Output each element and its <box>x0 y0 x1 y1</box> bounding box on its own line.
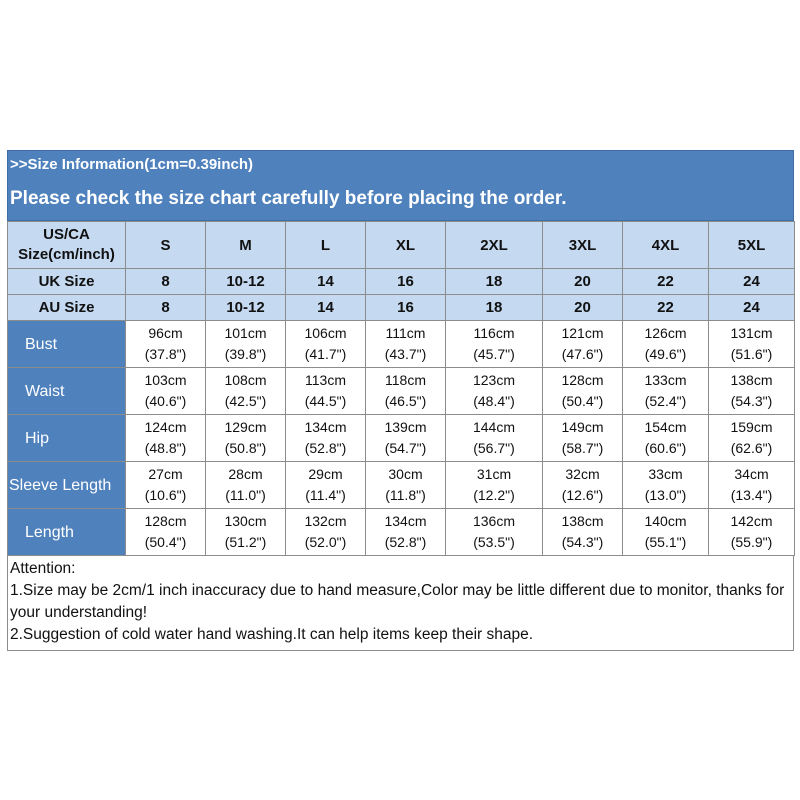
inch-value: (52.8") <box>384 534 427 550</box>
inch-value: (44.5") <box>304 393 347 409</box>
hip-row <box>8 415 795 462</box>
sleeve-length-2xl-cell <box>446 462 543 509</box>
sleeve-length-3xl-cell <box>543 462 623 509</box>
attention-note-2: 2.Suggestion of cold water hand washing.It can help items keep their shape. <box>10 626 534 643</box>
cm-value: 132cm <box>304 513 347 529</box>
inch-value: (51.2") <box>224 534 267 550</box>
cm-value: 149cm <box>561 419 604 435</box>
cm-value: 154cm <box>644 419 687 435</box>
inch-value: (50.4") <box>561 393 604 409</box>
cm-value: 142cm <box>730 513 773 529</box>
cm-value: 128cm <box>561 372 604 388</box>
bust-xl-cell <box>366 321 446 368</box>
attention-notes <box>7 556 794 651</box>
inch-value: (39.8") <box>224 346 267 362</box>
cm-value: 138cm <box>730 372 773 388</box>
size-col-3xl: 3XL <box>543 222 623 269</box>
inch-value: (12.6") <box>561 487 604 503</box>
au-size-5xl: 24 <box>709 295 795 321</box>
cm-value: 96cm <box>148 325 183 341</box>
inch-value: (51.6") <box>730 346 773 362</box>
cm-value: 27cm <box>148 466 183 482</box>
cm-value: 133cm <box>644 372 687 388</box>
cm-value: 111cm <box>385 325 426 341</box>
us-label-line2: Size(cm/inch) <box>18 246 115 263</box>
inch-value: (54.3") <box>561 534 604 550</box>
inch-value: (52.4") <box>644 393 687 409</box>
length-label: Length <box>8 509 126 556</box>
inch-value: (13.0") <box>644 487 687 503</box>
cm-value: 113cm <box>305 372 346 388</box>
length-m-cell <box>206 509 286 556</box>
inch-value: (40.6") <box>144 393 187 409</box>
cm-value: 32cm <box>565 466 600 482</box>
au-size-row <box>8 295 795 321</box>
cm-value: 116cm <box>473 325 515 341</box>
sleeve-length-row <box>8 462 795 509</box>
inch-value: (13.4") <box>730 487 773 503</box>
hip-m-cell <box>206 415 286 462</box>
cm-value: 30cm <box>388 466 423 482</box>
uk-size-row <box>8 269 795 295</box>
inch-value: (47.6") <box>561 346 604 362</box>
inch-value: (53.5") <box>473 534 515 550</box>
size-table-body <box>8 222 795 556</box>
waist-4xl-cell <box>623 368 709 415</box>
cm-value: 106cm <box>304 325 347 341</box>
inch-value: (54.7") <box>384 440 427 456</box>
sleeve-length-label: Sleeve Length <box>8 462 126 509</box>
inch-value: (58.7") <box>561 440 604 456</box>
inch-value: (48.8") <box>144 440 187 456</box>
au-size-m: 10-12 <box>206 295 286 321</box>
cm-value: 139cm <box>384 419 427 435</box>
hip-2xl-cell <box>446 415 543 462</box>
size-col-s: S <box>126 222 206 269</box>
bust-5xl-cell <box>709 321 795 368</box>
length-row <box>8 509 795 556</box>
inch-value: (52.8") <box>304 440 347 456</box>
waist-label: Waist <box>8 368 126 415</box>
cm-value: 101cm <box>224 325 267 341</box>
inch-value: (48.4") <box>473 393 515 409</box>
inch-value: (42.5") <box>224 393 267 409</box>
inch-value: (50.8") <box>224 440 267 456</box>
cm-value: 130cm <box>224 513 267 529</box>
uk-size-3xl: 20 <box>543 269 623 295</box>
length-3xl-cell <box>543 509 623 556</box>
sleeve-length-s-cell <box>126 462 206 509</box>
bust-s-cell <box>126 321 206 368</box>
cm-value: 134cm <box>304 419 347 435</box>
hip-3xl-cell <box>543 415 623 462</box>
cm-value: 138cm <box>561 513 604 529</box>
order-notice: Please check the size chart carefully before placing the order. <box>10 188 567 209</box>
hip-l-cell <box>286 415 366 462</box>
waist-3xl-cell <box>543 368 623 415</box>
cm-value: 128cm <box>144 513 187 529</box>
waist-l-cell <box>286 368 366 415</box>
length-xl-cell <box>366 509 446 556</box>
inch-value: (62.6") <box>730 440 773 456</box>
size-col-l: L <box>286 222 366 269</box>
uk-size-s: 8 <box>126 269 206 295</box>
cm-value: 34cm <box>734 466 769 482</box>
size-info-title: >>Size Information(1cm=0.39inch) <box>10 156 253 173</box>
us-size-row <box>8 222 795 269</box>
inch-value: (55.9") <box>730 534 773 550</box>
cm-value: 108cm <box>224 372 267 388</box>
sleeve-length-xl-cell <box>366 462 446 509</box>
cm-value: 29cm <box>308 466 343 482</box>
au-size-xl: 16 <box>366 295 446 321</box>
inch-value: (11.0") <box>225 487 266 503</box>
uk-size-label: UK Size <box>8 269 126 295</box>
bust-l-cell <box>286 321 366 368</box>
inch-value: (37.8") <box>144 346 187 362</box>
cm-value: 136cm <box>472 513 516 529</box>
cm-value: 33cm <box>648 466 683 482</box>
length-s-cell <box>126 509 206 556</box>
waist-xl-cell <box>366 368 446 415</box>
attention-note-1: 1.Size may be 2cm/1 inch inaccuracy due to hand measure,Color may be little different due to monitor, thanks for your understanding! <box>10 582 785 621</box>
uk-size-l: 14 <box>286 269 366 295</box>
inch-value: (60.6") <box>644 440 687 456</box>
inch-value: (54.3") <box>730 393 773 409</box>
hip-4xl-cell <box>623 415 709 462</box>
inch-value: (55.1") <box>644 534 687 550</box>
cm-value: 144cm <box>472 419 516 435</box>
au-size-l: 14 <box>286 295 366 321</box>
inch-value: (11.4") <box>305 487 346 503</box>
au-size-3xl: 20 <box>543 295 623 321</box>
inch-value: (52.0") <box>304 534 347 550</box>
bust-row <box>8 321 795 368</box>
hip-label: Hip <box>8 415 126 462</box>
au-size-4xl: 22 <box>623 295 709 321</box>
cm-value: 118cm <box>385 372 426 388</box>
cm-value: 103cm <box>144 372 187 388</box>
length-5xl-cell <box>709 509 795 556</box>
bust-3xl-cell <box>543 321 623 368</box>
cm-value: 140cm <box>644 513 687 529</box>
cm-value: 124cm <box>144 419 187 435</box>
cm-value: 131cm <box>730 325 773 341</box>
hip-5xl-cell <box>709 415 795 462</box>
size-col-2xl: 2XL <box>446 222 543 269</box>
uk-size-4xl: 22 <box>623 269 709 295</box>
uk-size-2xl: 18 <box>446 269 543 295</box>
inch-value: (45.7") <box>473 346 515 362</box>
inch-value: (56.7") <box>473 440 515 456</box>
attention-title: Attention: <box>10 560 76 577</box>
hip-s-cell <box>126 415 206 462</box>
length-4xl-cell <box>623 509 709 556</box>
sleeve-length-5xl-cell <box>709 462 795 509</box>
hip-xl-cell <box>366 415 446 462</box>
sleeve-length-m-cell <box>206 462 286 509</box>
waist-s-cell <box>126 368 206 415</box>
inch-value: (10.6") <box>144 487 187 503</box>
inch-value: (49.6") <box>644 346 687 362</box>
cm-value: 134cm <box>384 513 427 529</box>
inch-value: (43.7") <box>384 346 427 362</box>
cm-value: 28cm <box>228 466 263 482</box>
size-col-xl: XL <box>366 222 446 269</box>
cm-value: 121cm <box>561 325 604 341</box>
waist-m-cell <box>206 368 286 415</box>
cm-value: 129cm <box>224 419 267 435</box>
cm-value: 123cm <box>472 372 516 388</box>
inch-value: (46.5") <box>384 393 427 409</box>
waist-5xl-cell <box>709 368 795 415</box>
cm-value: 126cm <box>644 325 687 341</box>
inch-value: (12.2") <box>473 487 515 503</box>
inch-value: (50.4") <box>144 534 187 550</box>
au-size-s: 8 <box>126 295 206 321</box>
size-col-5xl: 5XL <box>709 222 795 269</box>
bust-4xl-cell <box>623 321 709 368</box>
size-info-banner <box>7 150 794 221</box>
length-2xl-cell <box>446 509 543 556</box>
size-col-m: M <box>206 222 286 269</box>
size-chart <box>7 150 794 651</box>
size-col-4xl: 4XL <box>623 222 709 269</box>
inch-value: (11.8") <box>385 487 426 503</box>
uk-size-5xl: 24 <box>709 269 795 295</box>
au-size-label: AU Size <box>8 295 126 321</box>
inch-value: (41.7") <box>304 346 347 362</box>
size-table <box>7 221 795 556</box>
length-l-cell <box>286 509 366 556</box>
bust-2xl-cell <box>446 321 543 368</box>
waist-2xl-cell <box>446 368 543 415</box>
au-size-2xl: 18 <box>446 295 543 321</box>
bust-m-cell <box>206 321 286 368</box>
cm-value: 159cm <box>730 419 773 435</box>
us-label-line1: US/CA <box>43 226 90 243</box>
uk-size-xl: 16 <box>366 269 446 295</box>
uk-size-m: 10-12 <box>206 269 286 295</box>
sleeve-length-4xl-cell <box>623 462 709 509</box>
bust-label: Bust <box>8 321 126 368</box>
cm-value: 31cm <box>476 466 512 482</box>
us-size-label <box>8 222 126 269</box>
waist-row <box>8 368 795 415</box>
sleeve-length-l-cell <box>286 462 366 509</box>
